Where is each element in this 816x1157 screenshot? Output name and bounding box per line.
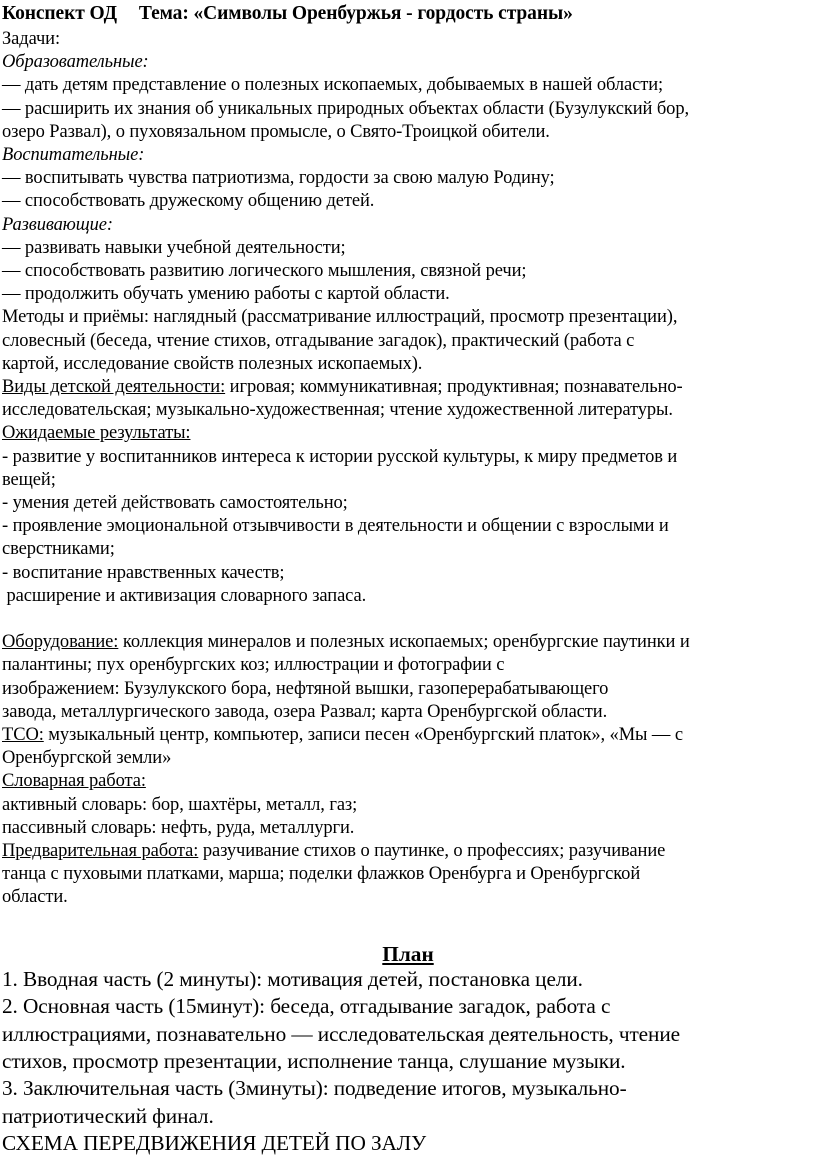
text-line (2, 817, 354, 840)
line-text: изображением: Бузулукского бора, нефтяной вышки, газоперерабатывающего (2, 678, 609, 699)
line-text: - развитие у воспитанников интереса к истории русской культуры, к миру предметов и (2, 446, 678, 467)
line-text: — продолжить обучать умению работы с картой области. (2, 284, 450, 305)
text-line (2, 515, 669, 538)
line-text: коллекция минералов и полезных ископаемых; оренбургские паутинки и (118, 632, 690, 653)
subsection-label: Воспитательные: (2, 145, 145, 165)
section-label: Ожидаемые результаты: (2, 423, 191, 444)
text-line (2, 863, 640, 886)
line-text: исследовательская; музыкально-художественная; чтение художественной литературы. (2, 400, 673, 421)
plan-item: 1. Вводная часть (2 минуты): мотивация детей, постановка цели. (2, 967, 583, 991)
section-label: ТСО: (2, 725, 44, 745)
section-label: Предварительная работа: (2, 841, 199, 861)
text-line (2, 840, 665, 863)
line-text: — развивать навыки учебной деятельности; (2, 237, 346, 258)
line-text: палантины; пух оренбургских коз; иллюстрации и фотографии с (2, 655, 505, 676)
text-line (2, 422, 190, 445)
text-line (2, 190, 374, 213)
line-text: - проявление эмоциональной отзывчивости в деятельности и общении с взрослыми и (2, 516, 669, 537)
line-text: танца с пуховыми платками, марша; поделки флажков Оренбурга и Оренбургской (2, 864, 641, 885)
text-line (2, 562, 284, 585)
line-text: озеро Развал), о пуховязальном промысле, о Свято-Троицкой обители. (2, 121, 550, 142)
title-right: Тема: «Символы Оренбуржья - гордость страны» (138, 3, 573, 24)
line-text: Оренбургской земли» (2, 748, 172, 769)
text-line (2, 886, 68, 909)
text-line (2, 237, 346, 260)
text-line (2, 492, 348, 515)
text-line (2, 121, 550, 144)
plan-item: 2. Основная часть (15минут): беседа, отгадывание загадок, работа с (2, 994, 611, 1019)
line-text: — способствовать дружескому общению детей. (2, 191, 375, 212)
section-label: Виды детской деятельности: (2, 377, 226, 397)
text-line (2, 770, 146, 793)
plan-item: патриотический финал. (2, 1103, 214, 1128)
text-line (2, 469, 56, 492)
line-text: пассивный словарь: нефть, руда, металлурги. (2, 817, 355, 838)
text-line (2, 585, 366, 608)
line-text: картой, исследование свойств полезных ископаемых). (2, 353, 423, 374)
text-line (2, 376, 683, 399)
line-text: области. (2, 887, 68, 908)
line-text: музыкальный центр, компьютер, записи песен «Оренбургский платок», «Мы — с (43, 725, 683, 745)
title-left: Конспект ОД (2, 3, 117, 24)
subsection-label: Образовательные: (2, 52, 149, 73)
subsection-label: Развивающие: (2, 214, 113, 235)
line-text: активный словарь: бор, шахтёры, металл, газ; (2, 794, 358, 815)
line-text: — способствовать развитию логического мышления, связной речи; (2, 261, 527, 281)
text-line (2, 538, 115, 561)
text-line (2, 353, 422, 376)
text-line (2, 144, 144, 167)
line-text: расширение и активизация словарного запаса. (2, 585, 367, 606)
line-text: игровая; коммуникативная; продуктивная; познавательно- (225, 377, 683, 397)
plan-item: стихов, просмотр презентации, исполнение танца, слушание музыки. (2, 1048, 626, 1073)
text-line (2, 167, 555, 190)
text-line (2, 51, 149, 74)
text-line (2, 747, 171, 770)
text-line (2, 330, 634, 353)
plan-heading: План (382, 942, 434, 966)
text-line (2, 214, 113, 237)
line-text: сверстниками; (2, 539, 115, 560)
line-text: — воспитывать чувства патриотизма, гордости за свою малую Родину; (2, 168, 555, 189)
line-text: Задачи: (2, 29, 61, 49)
text-line (2, 701, 607, 724)
plan-item: иллюстрациями, познавательно — исследовательская деятельность, чтение (2, 1021, 680, 1046)
text-line (2, 98, 689, 121)
text-line (2, 399, 673, 422)
text-line (2, 74, 663, 97)
line-text: словесный (беседа, чтение стихов, отгадывание загадок), практический (работа с (2, 330, 635, 351)
plan-item: 3. Заключительная часть (3минуты): подведение итогов, музыкально- (2, 1076, 627, 1101)
line-text: — дать детям представление о полезных ископаемых, добываемых в нашей области; (2, 75, 664, 96)
text-line (2, 678, 608, 701)
text-line (2, 631, 690, 654)
text-line (2, 446, 677, 469)
line-text: завода, металлургического завода, озера Развал; карта Оренбургской области. (2, 701, 608, 722)
line-text: — расширить их знания об уникальных природных объектах области (Бузулукский бор, (2, 98, 689, 119)
text-line (2, 28, 60, 51)
line-text: - умения детей действовать самостоятельно; (2, 493, 348, 513)
text-line (2, 724, 683, 747)
text-line (2, 283, 450, 306)
text-line (2, 794, 357, 817)
scheme-heading: СХЕМА ПЕРЕДВИЖЕНИЯ ДЕТЕЙ ПО ЗАЛУ (2, 1130, 427, 1155)
line-text: - воспитание нравственных качеств; (2, 562, 285, 583)
line-text: разучивание стихов о паутинке, о профессиях; разучивание (198, 841, 666, 861)
section-label: Оборудование: (2, 632, 119, 653)
document-title (2, 2, 573, 25)
line-text: Методы и приёмы: наглядный (рассматривание иллюстраций, просмотр презентации), (2, 307, 678, 328)
section-label: Словарная работа: (2, 771, 146, 792)
text-line (2, 260, 526, 283)
text-line (2, 306, 677, 329)
text-line (2, 654, 504, 677)
line-text: вещей; (2, 469, 56, 490)
